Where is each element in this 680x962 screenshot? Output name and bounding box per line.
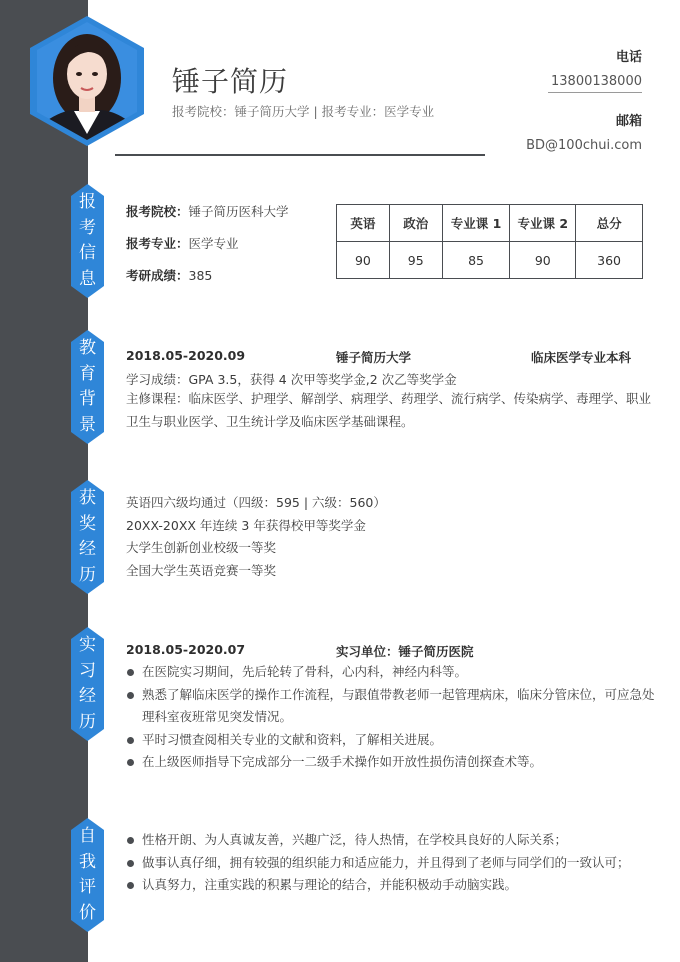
awards-list [126,492,386,582]
score-header-total: 总分 [576,205,643,242]
score-value-politics: 95 [389,242,442,279]
education-school: 锤子简历大学 [336,350,412,365]
tab-self-evaluation [71,818,104,932]
tab-apply-info [71,184,104,298]
email-block [526,110,642,153]
education-period: 2018.05-2020.09 [126,348,246,363]
tab-self-evaluation-label: 自我评价 [79,826,96,923]
header-divider [115,154,485,156]
internship-unit: 实习单位：锤子简历医院 [336,644,474,659]
education-courses: 主修课程：临床医学、护理学、解剖学、病理学、药理学、流行病学、传染病学、毒理学、职业卫生与职业医学、卫生统计学及临床医学基础课程。 [126,391,652,429]
apply-score-label: 考研成绩： [126,268,189,283]
apply-major-value: 医学专业 [188,236,239,251]
score-value-major1: 85 [442,242,510,279]
self-evaluation-item: 做事认真仔细，拥有较强的组织能力和适应能力，并且得到了老师与同学们的一致认可； [126,852,656,875]
candidate-name: 锤子简历 [172,65,289,98]
score-value-english: 90 [337,242,390,279]
apply-subline: 报考院校：锤子简历大学 | 报考专业：医学专业 [172,104,435,119]
award-item: 英语四六级均通过（四级：595 | 六级：560） [126,495,386,510]
score-table-value-row [337,242,643,279]
apply-school-value: 锤子简历医科大学 [188,204,289,219]
score-header-major1: 专业课 1 [442,205,510,242]
internship-item: 平时习惯查阅相关专业的文献和资料，了解相关进展。 [126,729,656,752]
award-item: 20XX-20XX 年连续 3 年获得校甲等奖学金 [126,517,366,533]
apply-school-row [126,202,289,220]
self-evaluation-item: 认真努力，注重实践的积累与理论的结合，并能积极动手动脑实践。 [126,874,656,897]
score-value-total: 360 [576,242,643,279]
award-item: 大学生创新创业校级一等奖 [126,540,277,555]
internship-item: 在上级医师指导下完成部分一二级手术操作如开放性损伤清创探查术等。 [126,751,656,774]
score-header-english: 英语 [337,205,390,242]
tab-education-label: 教育背景 [79,338,96,435]
email-value: BD@100chui.com [526,138,642,153]
contact-divider [548,92,642,93]
score-value-major2: 90 [510,242,576,279]
apply-score-row [126,266,212,284]
tab-apply-info-label: 报考信息 [79,192,96,289]
tab-awards-label: 获奖经历 [79,488,96,585]
apply-major-row [126,234,239,252]
score-table-header-row [337,205,643,242]
tab-internship [71,627,104,741]
internship-list [126,661,656,774]
tab-awards [71,480,104,594]
score-header-major2: 专业课 2 [510,205,576,242]
internship-item: 熟悉了解临床医学的操作工作流程，与跟值带教老师一起管理病床，临床分管床位，可应急处理科室夜班常见突发情况。 [126,684,656,729]
apply-school-label: 报考院校： [126,204,189,219]
apply-score-value: 385 [188,268,213,283]
tab-internship-label: 实习经历 [79,635,96,732]
award-item: 全国大学生英语竞赛一等奖 [126,562,277,578]
internship-period: 2018.05-2020.07 [126,642,246,657]
apply-major-label: 报考专业： [126,236,189,251]
phone-label: 电话 [615,50,642,65]
score-table [336,204,643,279]
education-degree: 临床医学专业本科 [531,350,632,365]
internship-item: 在医院实习期间，先后轮转了骨科，心内科，神经内科等。 [126,661,656,684]
phone-block [551,46,642,89]
email-label: 邮箱 [615,114,642,129]
phone-value: 13800138000 [551,74,642,89]
score-header-politics: 政治 [389,205,442,242]
self-evaluation-item: 性格开朗、为人真诚友善，兴趣广泛，待人热情，在学校具良好的人际关系； [126,829,656,852]
avatar [28,16,146,146]
self-evaluation-list [126,829,656,897]
education-gpa: 学习成绩：GPA 3.5，获得 4 次甲等奖学金,2 次乙等奖学金 [126,372,457,387]
tab-education [71,330,104,444]
